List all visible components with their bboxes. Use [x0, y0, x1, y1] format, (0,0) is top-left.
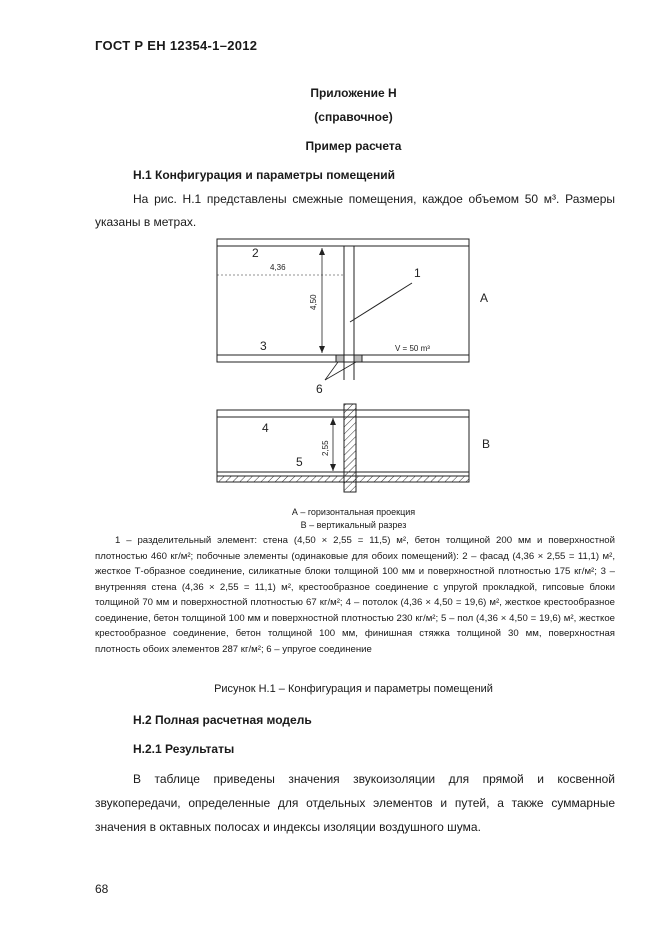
section-h1-heading: Н.1 Конфигурация и параметры помещений	[133, 168, 395, 182]
room-configuration-figure	[0, 230, 661, 510]
label-floor-5: 5	[296, 455, 303, 469]
annex-subtitle: (справочное)	[314, 110, 393, 124]
label-view-b: В	[482, 437, 491, 451]
section-h21-heading: Н.2.1 Результаты	[133, 742, 235, 756]
leader-line-6b	[325, 362, 356, 380]
section-ceiling-slab	[217, 410, 469, 417]
page-number: 68	[95, 882, 109, 896]
section-h1-paragraph	[95, 188, 615, 234]
document-header: ГОСТ Р ЕН 12354-1–2012	[95, 38, 258, 53]
figure-caption: Рисунок Н.1 – Конфигурация и параметры помещений	[214, 683, 493, 695]
label-internal-wall-3: 3	[260, 339, 267, 353]
leader-line-1	[350, 283, 412, 322]
label-elastic-joint-6: 6	[316, 382, 323, 396]
label-dimension-436: 4,36	[270, 263, 286, 272]
section-separating-wall	[344, 404, 356, 492]
section-floor-slab	[217, 476, 469, 482]
label-facade-2: 2	[252, 246, 259, 260]
annex-title: Приложение Н	[310, 86, 397, 100]
section-h21-paragraph	[95, 767, 615, 839]
dimension-450-arrow-top	[319, 248, 325, 255]
dimension-450-arrow-bottom	[319, 346, 325, 353]
plan-separating-wall	[344, 246, 354, 355]
section-h21-text: В таблице приведены значения звукоизоляции для прямой и косвенной звукопередачи, определенные для отдельных элементов и путей, а также суммарные значения в октавных полосах и индексы изоляции воздушного шума.	[95, 772, 615, 834]
view-a-caption: А – горизонтальная проекция	[291, 507, 416, 517]
plan-facade-band	[217, 239, 469, 246]
section-h2-heading: Н.2 Полная расчетная модель	[133, 713, 312, 727]
view-b-caption: В – вертикальный разрез	[300, 520, 407, 530]
elastic-joint-left	[336, 355, 344, 362]
label-volume: V = 50 m³	[395, 344, 430, 353]
leader-line-6a	[325, 362, 338, 380]
section-h1-text: На рис. Н.1 представлены смежные помещения, каждое объемом 50 м³. Размеры указаны в метрах.	[95, 192, 615, 229]
elastic-joint-right	[354, 355, 362, 362]
label-ceiling-4: 4	[262, 421, 269, 435]
section-floor-screed	[217, 472, 469, 476]
dimension-255-arrow-top	[330, 418, 336, 425]
label-separating-wall-1: 1	[414, 266, 421, 280]
plan-view	[217, 239, 469, 380]
label-dimension-450: 4,50	[309, 294, 318, 310]
figure-legend-text: 1 – разделительный элемент: стена (4,50 × 2,55 = 11,5) м², бетон толщиной 200 мм и поверхностной плотностью 460 кг/м²; побочные элементы (одинаковые для обоих помещений): 2 – фасад (4,36 × 2,55 = 11,1) м², жесткое Т-образное соединение, силикатные блоки толщиной 100 мм и поверхностной плотностью 175 кг/м²; 3 – внутренняя стена (4,36 × 2,55 = 11,1) м², крестообразное соединение с упругой прокладкой, гипсовые блоки толщиной 70 мм и поверхностной плотностью 67 кг/м²; 4 – потолок (4,36 × 4,50 = 19,6) м², жесткое крестообразное соединение, бетон толщиной 100 мм и поверхностной плотностью 230 кг/м²; 5 – пол (4,36 × 4,50 = 19,6) м², жесткое крестообразное соединение, бетон толщиной 100 мм, финишная стяжка толщиной 30 мм, поверхностная плотность обоих элементов 287 кг/м²; 6 – упругое соединение	[95, 535, 615, 655]
figure-legend	[95, 533, 615, 657]
label-dimension-255: 2,55	[321, 440, 330, 456]
section-view	[217, 404, 469, 492]
annex-heading: Пример расчета	[305, 139, 402, 153]
label-view-a: А	[480, 291, 489, 305]
dimension-255-arrow-bottom	[330, 464, 336, 471]
